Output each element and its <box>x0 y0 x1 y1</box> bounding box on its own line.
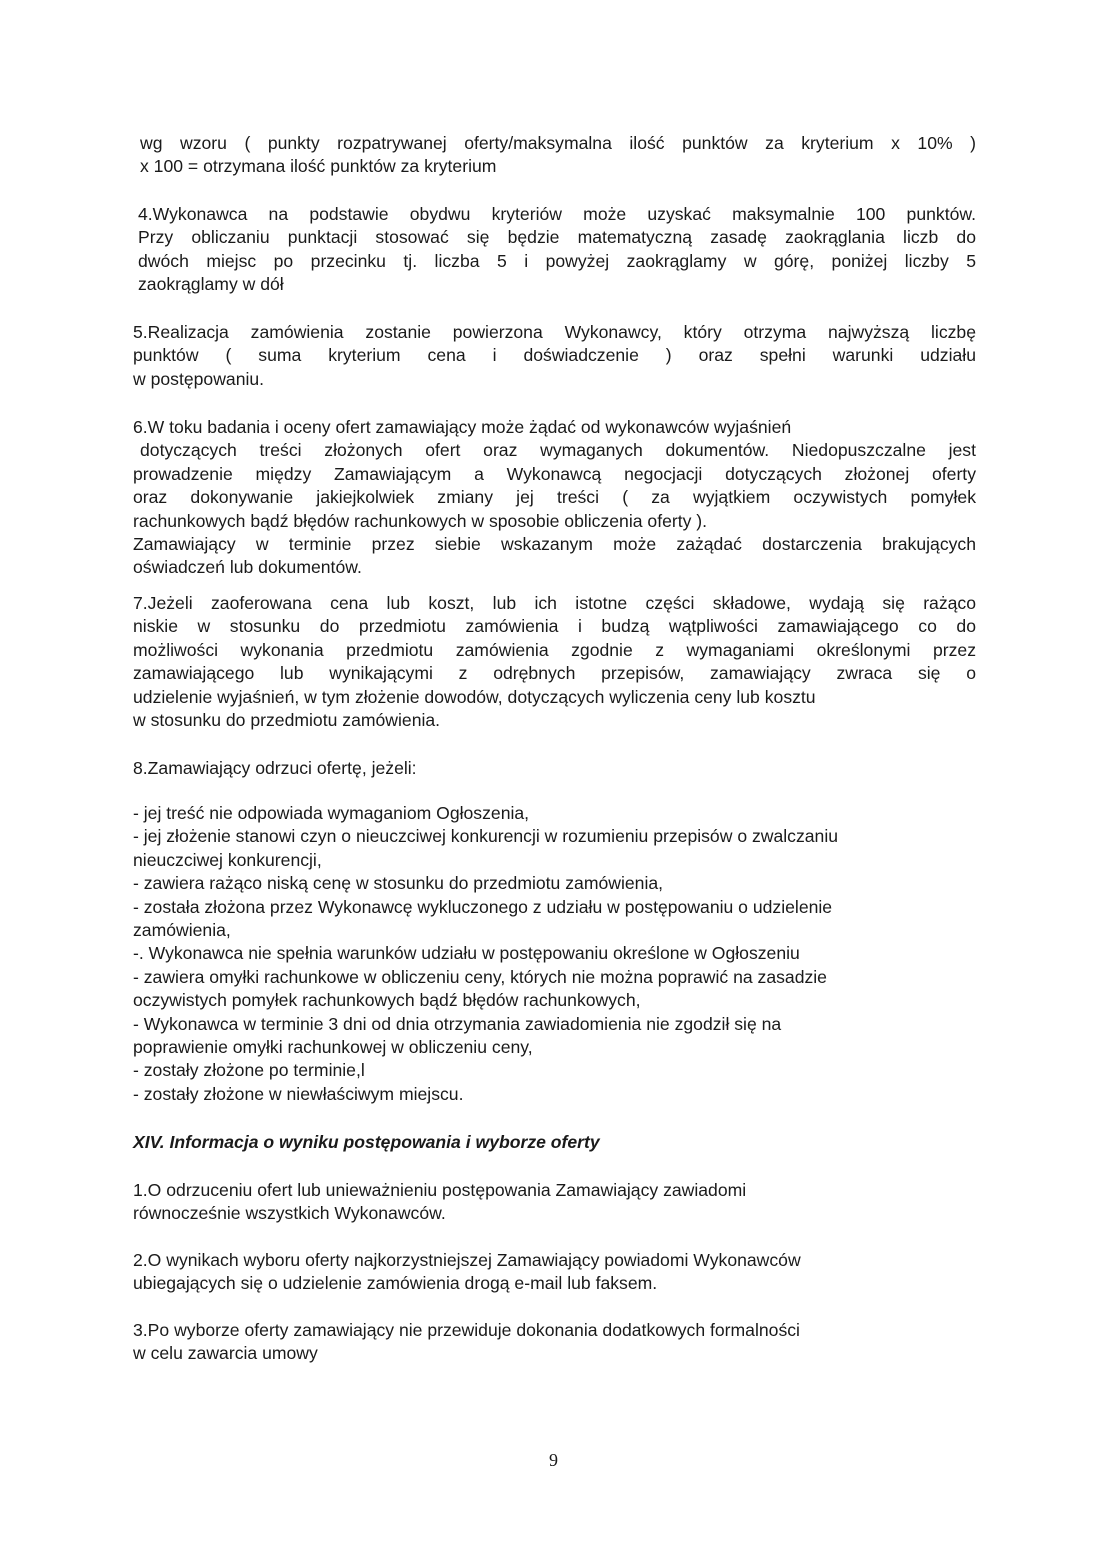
paragraph-8 <box>133 757 976 780</box>
text-line: równocześnie wszystkich Wykonawców. <box>133 1203 446 1224</box>
text-line: 8.Zamawiający odrzuci ofertę, jeżeli: <box>133 758 417 778</box>
paragraph-5 <box>133 321 976 391</box>
text-line: udzielenie wyjaśnień, w tym złożenie dowodów, dotyczących wyliczenia ceny lub kosztu <box>133 686 816 707</box>
text-line: dotyczących treści złożonych ofert oraz wymaganych dokumentów. Niedopuszczalne jest <box>140 440 976 461</box>
page-number: 9 <box>549 1450 558 1470</box>
text-line: 1.O odrzuceniu ofert lub unieważnieniu postępowania Zamawiający zawiadomi <box>133 1180 747 1200</box>
text-line: Przy obliczaniu punktacji stosować się będzie matematyczną zasadę zaokrąglania liczb do <box>138 227 976 248</box>
heading-text: XIV. Informacja o wyniku postępowania i wyborze oferty <box>133 1132 600 1152</box>
text-line: punktów ( suma kryterium cena i doświadczenie ) oraz spełni warunki udziału <box>133 345 976 366</box>
list-item: nieuczciwej konkurencji, <box>133 849 322 870</box>
text-line: x 100 = otrzymana ilość punktów za kryterium <box>140 156 497 177</box>
formula-paragraph <box>140 132 976 179</box>
text-line: oświadczeń lub dokumentów. <box>133 557 362 578</box>
text-line: 6.W toku badania i oceny ofert zamawiający może żądać od wykonawców wyjaśnień <box>133 417 792 437</box>
list-item: - Wykonawca w terminie 3 dni od dnia otrzymania zawiadomienia nie zgodził się na <box>133 1013 782 1034</box>
section-item-1 <box>133 1179 976 1226</box>
text-line: 4.Wykonawca na podstawie obydwu kryteriów może uzyskać maksymalnie 100 punktów. <box>138 204 976 224</box>
text-line: niskie w stosunku do przedmiotu zamówienia i budzą wątpliwości zamawiającego co do <box>133 616 976 637</box>
list-item: - zawiera omyłki rachunkowe w obliczeniu ceny, których nie można poprawić na zasadzie <box>133 966 827 987</box>
list-item: - jej treść nie odpowiada wymaganiom Ogłoszenia, <box>133 803 530 823</box>
list-item: oczywistych pomyłek rachunkowych bądź błędów rachunkowych, <box>133 990 641 1011</box>
paragraph-7 <box>133 592 976 732</box>
list-item: zamówienia, <box>133 920 231 941</box>
text-line: prowadzenie między Zamawiającym a Wykonawcą negocjacji dotyczących złożonej oferty <box>133 463 976 484</box>
list-item: - została złożona przez Wykonawcę wykluczonego z udziału w postępowaniu o udzielenie <box>133 896 833 917</box>
text-line: 7.Jeżeli zaoferowana cena lub koszt, lub ich istotne części składowe, wydają się rażąco <box>133 593 976 613</box>
text-line: oraz dokonywanie jakiejkolwiek zmiany jej treści ( za wyjątkiem oczywistych pomyłek <box>133 487 976 508</box>
text-line: możliwości wykonania przedmiotu zamówienia zgodnie z wymaganiami określonymi przez <box>133 639 976 660</box>
section-item-2 <box>133 1249 976 1296</box>
section-heading <box>133 1131 976 1154</box>
text-line: 3.Po wyborze oferty zamawiający nie przewiduje dokonania dodatkowych formalności <box>133 1320 800 1340</box>
text-line: w celu zawarcia umowy <box>133 1343 318 1364</box>
text-line: dwóch miejsc po przecinku tj. liczba 5 i powyżej zaokrąglamy w górę, poniżej liczby 5 <box>138 250 976 271</box>
paragraph-4 <box>138 203 976 297</box>
text-line: wg wzoru ( punkty rozpatrywanej oferty/maksymalna ilość punktów za kryterium x 10% ) <box>140 133 976 153</box>
rejection-list <box>133 802 976 1106</box>
text-line: 2.O wynikach wyboru oferty najkorzystniejszej Zamawiający powiadomi Wykonawców <box>133 1250 801 1270</box>
text-line: ubiegających się o udzielenie zamówienia drogą e-mail lub faksem. <box>133 1273 658 1294</box>
text-line: zamawiającego lub wynikającymi z odrębnych przepisów, zamawiający zwraca się o <box>133 663 976 684</box>
text-line: rachunkowych bądź błędów rachunkowych w sposobie obliczenia oferty ). <box>133 510 708 531</box>
text-line: Zamawiający w terminie przez siebie wskazanym może zażądać dostarczenia brakujących <box>133 534 976 555</box>
text-line: 5.Realizacja zamówienia zostanie powierzona Wykonawcy, który otrzyma najwyższą liczbę <box>133 322 976 342</box>
list-item: - jej złożenie stanowi czyn o nieuczciwej konkurencji w rozumieniu przepisów o zwalczaniu <box>133 826 839 847</box>
list-item: - zostały złożone po terminie,l <box>133 1060 365 1081</box>
list-item: - zawiera rażąco niską cenę w stosunku do przedmiotu zamówienia, <box>133 873 664 894</box>
text-line: zaokrąglamy w dół <box>138 274 284 295</box>
text-line: w stosunku do przedmiotu zamówienia. <box>133 710 441 731</box>
list-item: poprawienie omyłki rachunkowej w obliczeniu ceny, <box>133 1037 533 1058</box>
paragraph-6 <box>133 416 976 580</box>
section-item-3 <box>133 1319 976 1366</box>
list-item: - zostały złożone w niewłaściwym miejscu. <box>133 1083 464 1104</box>
text-line: w postępowaniu. <box>133 368 265 389</box>
list-item: -. Wykonawca nie spełnia warunków udziału w postępowaniu określone w Ogłoszeniu <box>133 943 800 964</box>
